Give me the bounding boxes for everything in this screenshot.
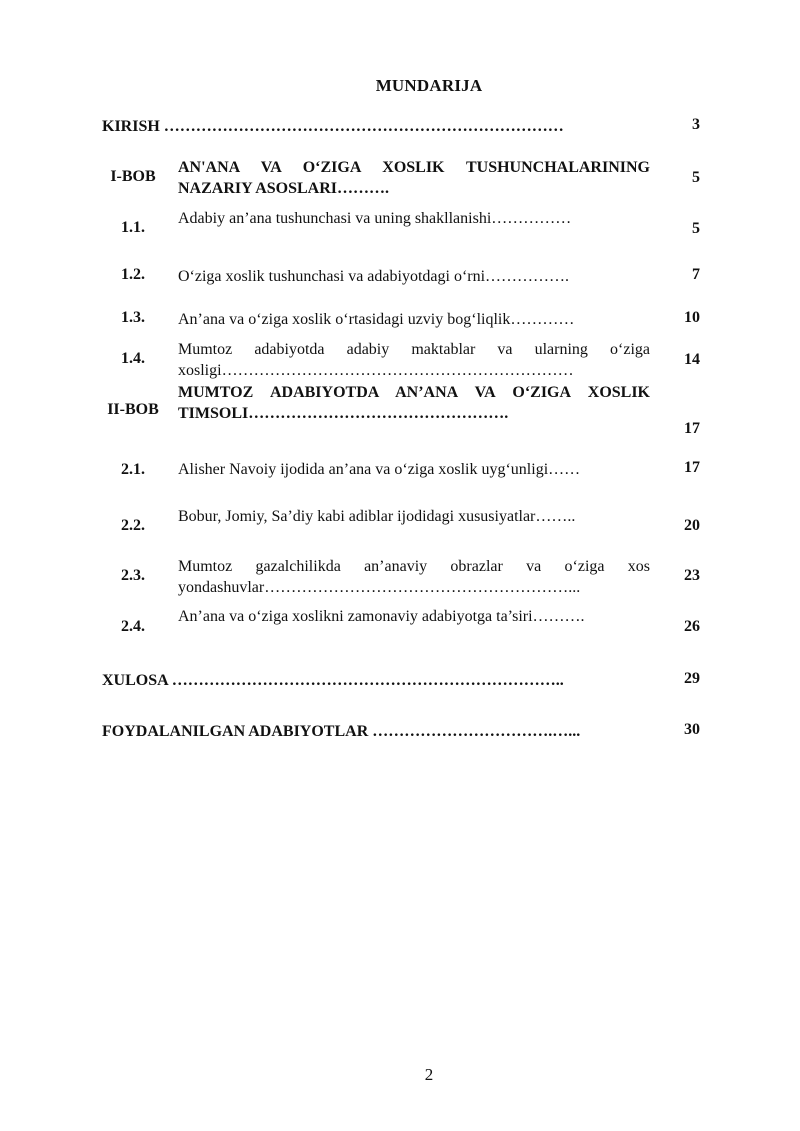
page-number: 2 — [424, 1065, 434, 1084]
toc-entry-number: 1.4. — [121, 350, 145, 367]
toc-entry-text: Bobur, Jomiy, Sa’diy kabi adiblar ijodidagi xususiyatlar…….. — [178, 508, 576, 525]
toc-entry-page: 5 — [692, 169, 700, 186]
toc-entry-page: 29 — [684, 670, 700, 687]
toc-entry-page: 14 — [684, 351, 700, 368]
toc-entry-page: 7 — [692, 266, 700, 283]
toc-entry-page: 10 — [684, 309, 700, 326]
toc-entry-page: 23 — [684, 567, 700, 584]
toc-entry-text: MUMTOZ ADABIYOTDA AN’ANA VA O‘ZIGA XOSLIK TIMSOLI…………………………………………. — [178, 384, 650, 422]
toc-entry-number: 2.2. — [121, 517, 145, 534]
toc-entry-number: 2.1. — [121, 461, 145, 478]
toc-entry-page: 20 — [684, 517, 700, 534]
toc-entry-text: AN'ANA VA O‘ZIGA XOSLIK TUSHUNCHALARINING NAZARIY ASOSLARI………. — [178, 159, 650, 197]
toc-entry-page: 17 — [684, 459, 700, 476]
toc-entry-number: 1.3. — [121, 309, 145, 326]
toc-entry-text: FOYDALANILGAN ADABIYOTLAR …………………………….…... — [102, 723, 581, 740]
toc-entry-number: 1.1. — [121, 219, 145, 236]
toc-entry-text: Mumtoz gazalchilikda an’anaviy obrazlar va o‘ziga xos yondashuvlar…………………………………………………... — [178, 558, 650, 596]
toc-entry-page: 26 — [684, 618, 700, 635]
toc-entry-page: 30 — [684, 721, 700, 738]
toc-entry-page: 3 — [692, 116, 700, 133]
toc-entry-page: 17 — [684, 420, 700, 437]
toc-entry-page: 5 — [692, 220, 700, 237]
toc-entry-number: 2.4. — [121, 618, 145, 635]
toc-entry-number: I-BOB — [110, 168, 156, 185]
toc-entry-text: Adabiy an’ana tushunchasi va uning shakllanishi…………… — [178, 210, 572, 227]
toc-entry-number: 1.2. — [121, 266, 145, 283]
toc-entry-text: An’ana va o‘ziga xoslik o‘rtasidagi uzviy bog‘liqlik………… — [178, 311, 575, 328]
toc-entry-text: Alisher Navoiy ijodida an’ana va o‘ziga xoslik uyg‘unligi…… — [178, 461, 581, 478]
page-title: MUNDARIJA — [375, 76, 483, 95]
toc-entry-text: An’ana va o‘ziga xoslikni zamonaviy adabiyotga ta’siri………. — [178, 608, 585, 625]
toc-entry-text: Mumtoz adabiyotda adabiy maktablar va ularning o‘ziga xosligi………………………………………………………… — [178, 341, 650, 379]
toc-entry-text: XULOSA ……………………………………………………………….. — [102, 672, 564, 689]
toc-entry-number: 2.3. — [121, 567, 145, 584]
toc-entry-text: O‘ziga xoslik tushunchasi va adabiyotdagi o‘rni……………. — [178, 268, 570, 285]
toc-entry-number: II-BOB — [107, 401, 159, 418]
toc-entry-text: KIRISH ………………………………………………………………… — [102, 118, 564, 135]
